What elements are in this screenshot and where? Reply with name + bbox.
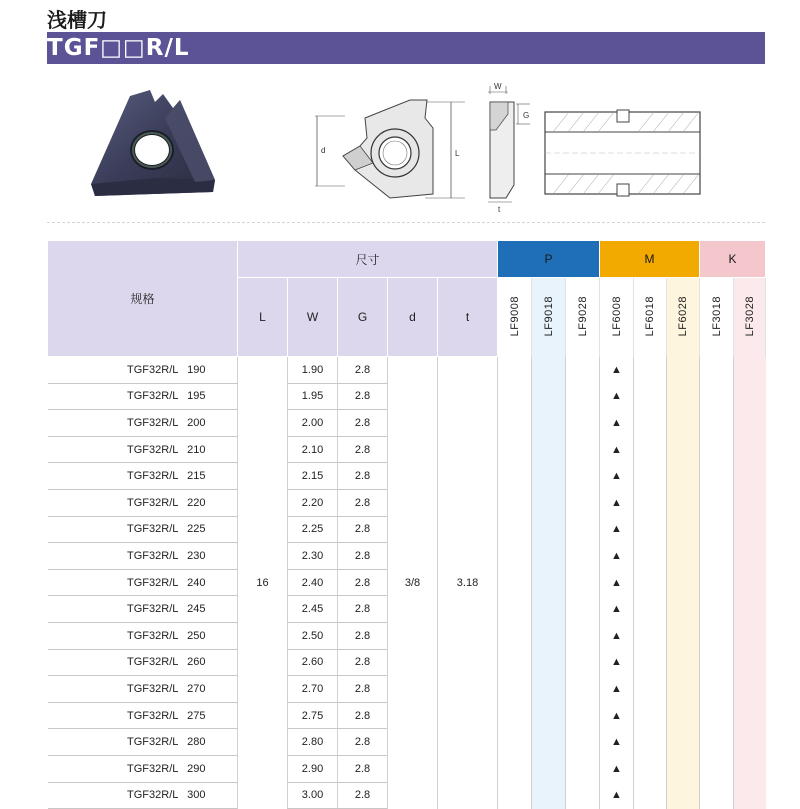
spec-cell: TGF32R/L 245: [48, 596, 238, 623]
grade-cell: [634, 463, 667, 490]
grade-cell: [566, 702, 600, 729]
grade-cell: [532, 649, 566, 676]
grade-cell: [566, 569, 600, 596]
grade-cell: [498, 622, 532, 649]
spec-cell: TGF32R/L 260: [48, 649, 238, 676]
grade-cell: [634, 676, 667, 703]
product-banner: [47, 32, 765, 64]
grade-cell: [634, 702, 667, 729]
insert-drawing: [315, 98, 470, 208]
grade-cell: [498, 357, 532, 384]
grade-cell: [600, 596, 634, 623]
W-cell: 2.90: [288, 755, 338, 782]
grade-cell: [566, 782, 600, 809]
grade-cell: [532, 569, 566, 596]
W-cell: 2.30: [288, 543, 338, 570]
G-cell: 2.8: [338, 383, 388, 410]
grade-cell: [667, 543, 700, 570]
grade-cell: [532, 755, 566, 782]
grade-cell: [700, 676, 734, 703]
grade-cell: [700, 357, 734, 384]
G-cell: 2.8: [338, 649, 388, 676]
grade-cell: [600, 463, 634, 490]
G-cell: 2.8: [338, 729, 388, 756]
grade-cell: [566, 516, 600, 543]
W-cell: 2.25: [288, 516, 338, 543]
spec-cell: TGF32R/L 280: [48, 729, 238, 756]
grade-cell: [532, 436, 566, 463]
grade-cell: [734, 596, 766, 623]
grade-cell: [667, 755, 700, 782]
grade-cell: [667, 569, 700, 596]
grade-cell: [498, 782, 532, 809]
dim-label-L: L: [455, 149, 460, 158]
spec-cell: TGF32R/L 190: [48, 357, 238, 384]
grade-cell: [532, 357, 566, 384]
W-cell: 1.95: [288, 383, 338, 410]
grade-cell: [734, 463, 766, 490]
grade-cell: [634, 782, 667, 809]
grade-cell: [667, 622, 700, 649]
grade-cell: [600, 782, 634, 809]
grade-cell: [667, 489, 700, 516]
grade-cell: [498, 516, 532, 543]
grade-cell: [566, 596, 600, 623]
grade-cell: [600, 516, 634, 543]
grade-cell: [700, 383, 734, 410]
dim-label-t: t: [498, 205, 501, 214]
W-cell: 2.15: [288, 463, 338, 490]
grade-cell: [734, 649, 766, 676]
col-header-G: G: [338, 278, 388, 357]
availability-mark: ▲: [611, 629, 622, 642]
G-cell: 2.8: [338, 622, 388, 649]
grade-cell: [667, 516, 700, 543]
product-code: TGF□□R/L: [47, 35, 190, 61]
grade-cell: [634, 383, 667, 410]
grade-cell: [700, 569, 734, 596]
grade-cell: [734, 516, 766, 543]
spec-header: 规格: [48, 241, 238, 357]
grade-cell: [667, 596, 700, 623]
grade-cell: [700, 729, 734, 756]
grade-cell: [532, 729, 566, 756]
grade-header: LF9028: [566, 278, 600, 357]
grade-cell: [600, 410, 634, 437]
grade-cell: [498, 463, 532, 490]
grade-cell: [498, 596, 532, 623]
grade-cell: [634, 489, 667, 516]
G-cell: 2.8: [338, 463, 388, 490]
grade-cell: [600, 702, 634, 729]
t-cell: 3.18: [438, 357, 498, 809]
grade-cell: [566, 649, 600, 676]
availability-mark: ▲: [611, 736, 622, 749]
grade-cell: [667, 729, 700, 756]
W-cell: 2.75: [288, 702, 338, 729]
availability-mark: ▲: [611, 443, 622, 456]
section-view: [478, 80, 540, 215]
availability-mark: ▲: [611, 762, 622, 775]
spec-cell: TGF32R/L 300: [48, 782, 238, 809]
grade-cell: [667, 410, 700, 437]
dim-label-W: W: [494, 82, 502, 91]
grade-cell: [700, 543, 734, 570]
grade-header: LF9018: [532, 278, 566, 357]
grade-cell: [667, 702, 700, 729]
grade-cell: [634, 436, 667, 463]
grade-cell: [634, 596, 667, 623]
grade-cell: [634, 729, 667, 756]
grade-cell: [734, 782, 766, 809]
grade-cell: [700, 463, 734, 490]
spec-table: [47, 240, 766, 809]
dim-label-G: G: [523, 111, 530, 120]
grade-cell: [634, 516, 667, 543]
availability-mark: ▲: [611, 416, 622, 429]
grade-cell: [498, 755, 532, 782]
availability-mark: ▲: [611, 682, 622, 695]
table-row: [48, 357, 766, 384]
availability-mark: ▲: [611, 470, 622, 483]
grade-cell: [734, 543, 766, 570]
grade-cell: [498, 729, 532, 756]
grade-cell: [600, 383, 634, 410]
grade-cell: [634, 410, 667, 437]
W-cell: 3.00: [288, 782, 338, 809]
spec-cell: TGF32R/L 275: [48, 702, 238, 729]
grade-cell: [700, 649, 734, 676]
grade-cell: [566, 357, 600, 384]
L-cell: 16: [238, 357, 288, 809]
spec-cell: TGF32R/L 200: [48, 410, 238, 437]
G-cell: 2.8: [338, 676, 388, 703]
availability-mark: ▲: [611, 523, 622, 536]
grade-cell: [532, 676, 566, 703]
spec-cell: TGF32R/L 290: [48, 755, 238, 782]
grade-cell: [498, 702, 532, 729]
grade-cell: [532, 702, 566, 729]
grade-cell: [667, 357, 700, 384]
grade-cell: [532, 489, 566, 516]
col-header-W: W: [288, 278, 338, 357]
grade-cell: [700, 622, 734, 649]
grade-cell: [600, 569, 634, 596]
grade-cell: [532, 383, 566, 410]
d-cell: 3/8: [388, 357, 438, 809]
W-cell: 2.80: [288, 729, 338, 756]
spec-cell: TGF32R/L 240: [48, 569, 238, 596]
W-cell: 2.40: [288, 569, 338, 596]
grade-header: LF9008: [498, 278, 532, 357]
G-cell: 2.8: [338, 782, 388, 809]
dim-label-d: d: [321, 146, 326, 155]
grade-header: LF6028: [667, 278, 700, 357]
grade-cell: [667, 782, 700, 809]
grade-header: LF6018: [634, 278, 667, 357]
W-cell: 2.10: [288, 436, 338, 463]
grade-cell: [566, 622, 600, 649]
grade-cell: [700, 516, 734, 543]
spec-cell: TGF32R/L 215: [48, 463, 238, 490]
grade-cell: [700, 436, 734, 463]
grade-cell: [700, 702, 734, 729]
grade-cell: [600, 755, 634, 782]
grade-cell: [734, 489, 766, 516]
availability-mark: ▲: [611, 576, 622, 589]
grade-cell: [667, 383, 700, 410]
W-cell: 2.60: [288, 649, 338, 676]
spec-cell: TGF32R/L 220: [48, 489, 238, 516]
spec-cell: TGF32R/L 230: [48, 543, 238, 570]
W-cell: 2.70: [288, 676, 338, 703]
W-cell: 2.50: [288, 622, 338, 649]
grade-cell: [734, 357, 766, 384]
spec-cell: TGF32R/L 250: [48, 622, 238, 649]
grade-cell: [600, 489, 634, 516]
group-P-header: P: [498, 241, 600, 278]
grade-cell: [700, 596, 734, 623]
availability-mark: ▲: [611, 789, 622, 802]
grade-cell: [498, 569, 532, 596]
grade-cell: [634, 543, 667, 570]
grade-cell: [532, 543, 566, 570]
grade-cell: [667, 436, 700, 463]
grade-cell: [566, 463, 600, 490]
grade-cell: [600, 357, 634, 384]
grade-cell: [734, 755, 766, 782]
dim-header: 尺寸: [238, 241, 498, 278]
grade-cell: [566, 755, 600, 782]
divider: [47, 222, 765, 223]
grade-cell: [532, 410, 566, 437]
grade-cell: [600, 622, 634, 649]
availability-mark: ▲: [611, 496, 622, 509]
page-title: 浅槽刀: [47, 8, 107, 32]
grade-header: LF3018: [700, 278, 734, 357]
grade-cell: [634, 569, 667, 596]
insert-photo: [85, 88, 225, 203]
W-cell: 2.45: [288, 596, 338, 623]
grade-cell: [566, 729, 600, 756]
G-cell: 2.8: [338, 569, 388, 596]
grade-cell: [498, 489, 532, 516]
grade-cell: [566, 410, 600, 437]
grade-cell: [700, 782, 734, 809]
grade-cell: [634, 649, 667, 676]
grade-cell: [532, 596, 566, 623]
grade-cell: [734, 410, 766, 437]
spec-cell: TGF32R/L 270: [48, 676, 238, 703]
grade-cell: [498, 436, 532, 463]
group-K-header: K: [700, 241, 766, 278]
G-cell: 2.8: [338, 596, 388, 623]
col-header-d: d: [388, 278, 438, 357]
grade-cell: [600, 676, 634, 703]
grade-cell: [734, 702, 766, 729]
grade-cell: [634, 357, 667, 384]
availability-mark: ▲: [611, 709, 622, 722]
grade-cell: [498, 649, 532, 676]
availability-mark: ▲: [611, 656, 622, 669]
grade-cell: [700, 755, 734, 782]
grade-cell: [498, 543, 532, 570]
grade-cell: [498, 410, 532, 437]
grade-cell: [498, 676, 532, 703]
availability-mark: ▲: [611, 603, 622, 616]
G-cell: 2.8: [338, 702, 388, 729]
grade-cell: [566, 676, 600, 703]
group-M-header: M: [600, 241, 700, 278]
G-cell: 2.8: [338, 543, 388, 570]
spec-cell: TGF32R/L 210: [48, 436, 238, 463]
groove-workpiece: [543, 108, 703, 198]
grade-header: LF6008: [600, 278, 634, 357]
availability-mark: ▲: [611, 390, 622, 403]
grade-cell: [566, 489, 600, 516]
G-cell: 2.8: [338, 357, 388, 384]
G-cell: 2.8: [338, 755, 388, 782]
grade-cell: [498, 383, 532, 410]
grade-cell: [700, 489, 734, 516]
G-cell: 2.8: [338, 516, 388, 543]
G-cell: 2.8: [338, 410, 388, 437]
grade-header: LF3028: [734, 278, 766, 357]
grade-cell: [734, 383, 766, 410]
grade-cell: [600, 436, 634, 463]
grade-cell: [734, 569, 766, 596]
grade-cell: [600, 729, 634, 756]
availability-mark: ▲: [611, 549, 622, 562]
grade-cell: [566, 543, 600, 570]
grade-cell: [600, 543, 634, 570]
grade-cell: [532, 622, 566, 649]
G-cell: 2.8: [338, 436, 388, 463]
W-cell: 1.90: [288, 357, 338, 384]
col-header-L: L: [238, 278, 288, 357]
spec-cell: TGF32R/L 195: [48, 383, 238, 410]
grade-cell: [700, 410, 734, 437]
grade-cell: [734, 622, 766, 649]
grade-cell: [667, 676, 700, 703]
grade-cell: [734, 729, 766, 756]
grade-cell: [634, 755, 667, 782]
grade-cell: [634, 622, 667, 649]
col-header-t: t: [438, 278, 498, 357]
grade-cell: [532, 516, 566, 543]
grade-cell: [566, 383, 600, 410]
grade-cell: [566, 436, 600, 463]
G-cell: 2.8: [338, 489, 388, 516]
grade-cell: [734, 436, 766, 463]
grade-cell: [667, 649, 700, 676]
grade-cell: [600, 649, 634, 676]
grade-cell: [532, 782, 566, 809]
availability-mark: ▲: [611, 363, 622, 376]
W-cell: 2.20: [288, 489, 338, 516]
grade-cell: [667, 463, 700, 490]
grade-cell: [734, 676, 766, 703]
grade-cell: [532, 463, 566, 490]
W-cell: 2.00: [288, 410, 338, 437]
spec-cell: TGF32R/L 225: [48, 516, 238, 543]
